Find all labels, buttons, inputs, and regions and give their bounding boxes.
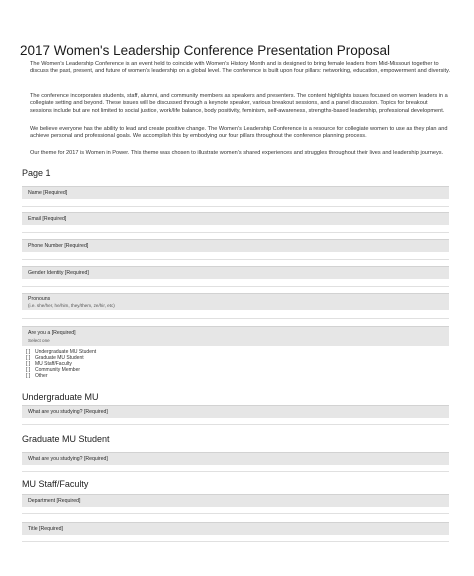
email-answer-line[interactable]	[22, 232, 449, 233]
phone-answer-line[interactable]	[22, 259, 449, 260]
phone-number-field-label: Phone Number [Required]	[28, 243, 89, 249]
pronouns-field-label: Pronouns	[28, 296, 51, 302]
undergrad-studying-field[interactable]	[22, 405, 449, 418]
grad-studying-label: What are you studying? [Required]	[28, 456, 108, 462]
phone-number-field[interactable]	[22, 239, 449, 252]
option-label: Community Member	[35, 367, 81, 373]
department-field-label: Department [Required]	[28, 498, 81, 504]
checkbox-icon[interactable]: [ ]	[26, 354, 31, 361]
email-field-label: Email [Required]	[28, 216, 67, 222]
pronouns-hint: (i.e. she/her, he/him, they/them, ze/hir, etc)	[28, 303, 115, 308]
intro-paragraph-2: The conference incorporates students, staff, alumni, and community members as speakers and presenters. The content highlights issues focused on women leaders in a collegiate setting and beyond. These issues will be discussed through a keynote speaker, various breakout sessions, and a panel discussion. Topics for breakout sessions include but are not limited to social justice, work/life balance, body positivity, feminism, self-awareness, strengths-based leadership, professional development.	[30, 93, 448, 114]
section-heading-undergraduate: Undergraduate MU	[22, 392, 99, 402]
title-field-label: Title [Required]	[28, 526, 63, 532]
undergrad-studying-label: What are you studying? [Required]	[28, 409, 108, 415]
section-heading-staff-faculty: MU Staff/Faculty	[22, 479, 89, 489]
checkbox-icon[interactable]: [ ]	[26, 348, 31, 355]
checkbox-icon[interactable]: [ ]	[26, 372, 31, 379]
page-title: 2017 Women's Leadership Conference Presentation Proposal	[20, 43, 391, 58]
are-you-a-hint: Select one	[28, 338, 50, 343]
option-label: Graduate MU Student	[35, 355, 84, 361]
grad-studying-field[interactable]	[22, 452, 449, 465]
intro-paragraph-4: Our theme for 2017 is Women in Power. This theme was chosen to illustrate women's shared experiences and struggles throughout their lives and leadership journeys.	[30, 150, 444, 156]
department-answer-line[interactable]	[22, 513, 449, 514]
gender-answer-line[interactable]	[22, 286, 449, 287]
intro-paragraph-1: The Women's Leadership Conference is an event held to coincide with Women's History Month and is designed to bring female leaders from Mid-Missouri together to discuss the past, present, and future of women's leadership on a global level. The conference is built upon four pillars: networking, education, empowerment and diversity.	[30, 61, 451, 75]
title-field[interactable]	[22, 522, 449, 535]
name-field[interactable]	[22, 186, 449, 199]
section-heading-graduate: Graduate MU Student	[22, 434, 110, 444]
option-label: Other	[35, 373, 48, 379]
grad-answer-line[interactable]	[22, 471, 449, 472]
checkbox-icon[interactable]: [ ]	[26, 366, 31, 373]
gender-identity-field-label: Gender Identity [Required]	[28, 270, 89, 276]
pronouns-answer-line[interactable]	[22, 318, 449, 319]
pronouns-field[interactable]	[22, 293, 449, 310]
title-answer-line[interactable]	[22, 541, 449, 542]
name-field-label: Name [Required]	[28, 190, 68, 196]
are-you-a-field-label: Are you a [Required]	[28, 330, 76, 336]
email-field[interactable]	[22, 212, 449, 225]
option-label: Undergraduate MU Student	[35, 349, 97, 355]
intro-paragraph-3: We believe everyone has the ability to lead and create positive change. The Women's Leadership Conference is a resource for collegiate women to use as they plan and achieve personal and professional goals. We accomplish this by embodying our four pillars throughout the conference planning process.	[30, 126, 448, 140]
checkbox-icon[interactable]: [ ]	[26, 360, 31, 367]
option-label: MU Staff/Faculty	[35, 361, 72, 367]
role-options-list	[26, 349, 96, 379]
gender-identity-field[interactable]	[22, 266, 449, 279]
option-other[interactable]	[26, 373, 96, 379]
undergrad-answer-line[interactable]	[22, 424, 449, 425]
name-answer-line[interactable]	[22, 206, 449, 207]
department-field[interactable]	[22, 494, 449, 507]
section-heading-page-1: Page 1	[22, 168, 51, 178]
are-you-a-field[interactable]	[22, 326, 449, 346]
